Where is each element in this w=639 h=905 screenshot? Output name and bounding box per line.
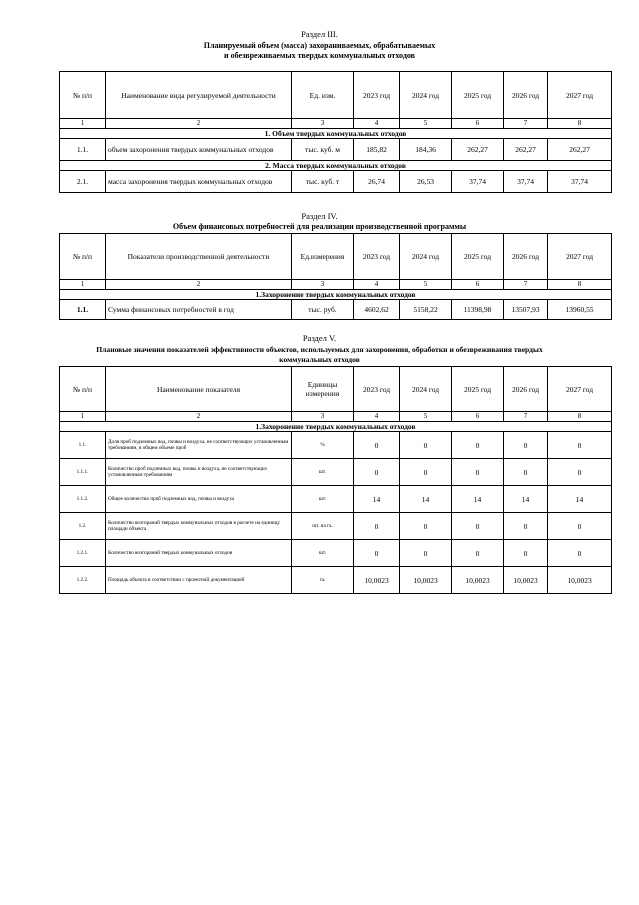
col-2027-header: 2027 год	[548, 367, 612, 412]
row-value-2026: 0	[504, 459, 548, 486]
col-2024-header: 2024 год	[400, 234, 452, 280]
col-number: 3	[292, 119, 354, 129]
row-value-2027: 262,27	[548, 139, 612, 161]
row-value-2025: 11398,98	[452, 300, 504, 320]
row-num: 2.1.	[60, 171, 106, 193]
row-num: 1.1.1.	[60, 459, 106, 486]
col-number: 5	[400, 412, 452, 422]
row-value-2023: 26,74	[354, 171, 400, 193]
col-number: 3	[292, 412, 354, 422]
row-value-2024: 14	[400, 486, 452, 513]
row-unit: шт.	[292, 459, 354, 486]
group-heading: 1.Захоронение твердых коммунальных отходов	[60, 290, 612, 300]
row-unit: га.	[292, 567, 354, 594]
table-row	[60, 567, 612, 594]
col-2025-header: 2025 год	[452, 234, 504, 280]
row-name: объем захоронения твердых коммунальных отходов	[106, 139, 292, 161]
col-number: 6	[452, 280, 504, 290]
table-row	[60, 300, 612, 320]
column-number-row	[60, 412, 612, 422]
group-row	[60, 290, 612, 300]
col-number: 1	[60, 119, 106, 129]
group-row	[60, 422, 612, 432]
section3-title-line2: и обезвреживаемых твердых коммунальных отходов	[224, 51, 415, 60]
row-value-2025: 37,74	[452, 171, 504, 193]
column-number-row	[60, 119, 612, 129]
row-value-2026: 0	[504, 432, 548, 459]
row-value-2026: 13507,93	[504, 300, 548, 320]
row-value-2027: 10,0023	[548, 567, 612, 594]
row-unit: тыс. куб. м	[292, 139, 354, 161]
section4-table	[59, 233, 612, 320]
row-num: 1.1.	[60, 432, 106, 459]
col-2027-header: 2027 год	[548, 234, 612, 280]
table-row	[60, 459, 612, 486]
row-num: 1.2.	[60, 513, 106, 540]
col-number: 4	[354, 412, 400, 422]
col-number: 4	[354, 280, 400, 290]
row-value-2024: 5158,22	[400, 300, 452, 320]
row-num: 1.1.	[60, 139, 106, 161]
row-value-2027: 0	[548, 540, 612, 567]
group-row	[60, 161, 612, 171]
col-name-header: Показатели производственной деятельности	[106, 234, 292, 280]
table-row	[60, 486, 612, 513]
header-row	[60, 72, 612, 119]
row-value-2027: 0	[548, 432, 612, 459]
col-2024-header: 2024 год	[400, 367, 452, 412]
table-row	[60, 513, 612, 540]
col-number: 6	[452, 412, 504, 422]
row-value-2025: 10,0023	[452, 567, 504, 594]
row-value-2025: 0	[452, 459, 504, 486]
row-value-2025: 262,27	[452, 139, 504, 161]
col-2025-header: 2025 год	[452, 367, 504, 412]
row-value-2027: 0	[548, 513, 612, 540]
group-heading: 1.Захоронение твердых коммунальных отходов	[60, 422, 612, 432]
row-value-2025: 0	[452, 540, 504, 567]
row-value-2024: 0	[400, 513, 452, 540]
col-number: 5	[400, 119, 452, 129]
table-row	[60, 139, 612, 161]
row-value-2024: 184,36	[400, 139, 452, 161]
col-name-header: Наименование вида регулируемой деятельности	[106, 72, 292, 119]
row-unit: шт.	[292, 540, 354, 567]
col-2023-header: 2023 год	[354, 367, 400, 412]
group-heading: 1. Объем твердых коммунальных отходов	[60, 129, 612, 139]
row-value-2027: 0	[548, 459, 612, 486]
row-name: Количество возгораний твердых коммунальных отходов	[106, 540, 292, 567]
row-num: 1.1.	[60, 300, 106, 320]
row-num: 1.1.2.	[60, 486, 106, 513]
row-name: масса захоронения твердых коммунальных отходов	[106, 171, 292, 193]
row-value-2025: 14	[452, 486, 504, 513]
row-unit: тыс. куб. т	[292, 171, 354, 193]
section3-table	[59, 71, 612, 193]
section5-title-line1: Плановые значения показателей эффективности объектов, используемых для захоронения, обработки и обезвреживания твердых	[96, 345, 543, 354]
row-value-2026: 262,27	[504, 139, 548, 161]
col-number: 5	[400, 280, 452, 290]
col-unit-header: Ед. изм.	[292, 72, 354, 119]
row-value-2024: 0	[400, 432, 452, 459]
col-number: 7	[504, 280, 548, 290]
section5-label: Раздел V.	[302, 333, 337, 343]
col-2026-header: 2026 год	[504, 72, 548, 119]
row-name: Количество возгораний твердых коммунальных отходов в расчете на единицу площади объекта	[106, 513, 292, 540]
col-2026-header: 2026 год	[504, 367, 548, 412]
row-unit: шт. на га.	[292, 513, 354, 540]
section4-label: Раздел IV.	[301, 211, 338, 221]
col-unit-header: Ед.измерения	[292, 234, 354, 280]
row-value-2024: 10,0023	[400, 567, 452, 594]
col-2023-header: 2023 год	[354, 72, 400, 119]
header-row	[60, 367, 612, 412]
row-value-2026: 37,74	[504, 171, 548, 193]
group-heading: 2. Масса твердых коммунальных отходов	[60, 161, 612, 171]
row-value-2023: 0	[354, 432, 400, 459]
col-2023-header: 2023 год	[354, 234, 400, 280]
row-value-2026: 0	[504, 513, 548, 540]
col-number: 7	[504, 119, 548, 129]
row-unit: %	[292, 432, 354, 459]
row-value-2026: 0	[504, 540, 548, 567]
col-number: 8	[548, 412, 612, 422]
col-2025-header: 2025 год	[452, 72, 504, 119]
section3-title-line1: Планируемый объем (масса) захораниваемых, обрабатываемых	[203, 41, 436, 50]
col-number: 7	[504, 412, 548, 422]
col-num-header: № п/п	[60, 72, 106, 119]
row-value-2023: 10,0023	[354, 567, 400, 594]
col-number: 2	[106, 119, 292, 129]
col-unit-header: Единицы измерения	[292, 367, 354, 412]
row-value-2027: 14	[548, 486, 612, 513]
col-number: 8	[548, 119, 612, 129]
row-value-2025: 0	[452, 432, 504, 459]
row-name: Сумма финансовых потребностей в год	[106, 300, 292, 320]
section4-title: Объем финансовых потребностей для реализации производственной программы	[172, 222, 467, 231]
column-number-row	[60, 280, 612, 290]
row-value-2023: 0	[354, 513, 400, 540]
row-num: 1.2.2.	[60, 567, 106, 594]
row-value-2023: 0	[354, 540, 400, 567]
row-value-2023: 185,82	[354, 139, 400, 161]
row-value-2024: 0	[400, 540, 452, 567]
section5-table	[59, 366, 612, 594]
row-unit: шт.	[292, 486, 354, 513]
col-2026-header: 2026 год	[504, 234, 548, 280]
row-value-2023: 0	[354, 459, 400, 486]
section3-label: Раздел III.	[301, 29, 338, 39]
col-number: 1	[60, 280, 106, 290]
col-number: 4	[354, 119, 400, 129]
row-name: Доля проб подземных вод, почвы и воздуха, не соответствующих установленным требованиям, в общем объеме проб	[106, 432, 292, 459]
row-num: 1.2.1.	[60, 540, 106, 567]
table-row	[60, 540, 612, 567]
col-number: 8	[548, 280, 612, 290]
col-name-header: Наименование показателя	[106, 367, 292, 412]
row-name: Количество проб подземных вод, почвы и воздуха, не соответствующих установленным требованиям	[106, 459, 292, 486]
section5-title-line2: коммунальных отходов	[279, 355, 360, 364]
group-row	[60, 129, 612, 139]
row-value-2024: 26,53	[400, 171, 452, 193]
row-unit: тыс. руб.	[292, 300, 354, 320]
row-value-2026: 14	[504, 486, 548, 513]
row-name: Площадь объекта в соответствии с проектной документацией	[106, 567, 292, 594]
row-value-2023: 14	[354, 486, 400, 513]
row-value-2027: 13960,55	[548, 300, 612, 320]
table-row	[60, 432, 612, 459]
col-number: 2	[106, 280, 292, 290]
col-num-header: № п/п	[60, 234, 106, 280]
row-value-2027: 37,74	[548, 171, 612, 193]
row-value-2023: 4602,62	[354, 300, 400, 320]
table-row	[60, 171, 612, 193]
col-2024-header: 2024 год	[400, 72, 452, 119]
row-value-2026: 10,0023	[504, 567, 548, 594]
col-number: 1	[60, 412, 106, 422]
col-2027-header: 2027 год	[548, 72, 612, 119]
row-name: Общее количество проб подземных вод, почвы и воздуха	[106, 486, 292, 513]
col-number: 6	[452, 119, 504, 129]
col-number: 2	[106, 412, 292, 422]
row-value-2024: 0	[400, 459, 452, 486]
col-number: 3	[292, 280, 354, 290]
header-row	[60, 234, 612, 280]
col-num-header: № п/п	[60, 367, 106, 412]
row-value-2025: 0	[452, 513, 504, 540]
